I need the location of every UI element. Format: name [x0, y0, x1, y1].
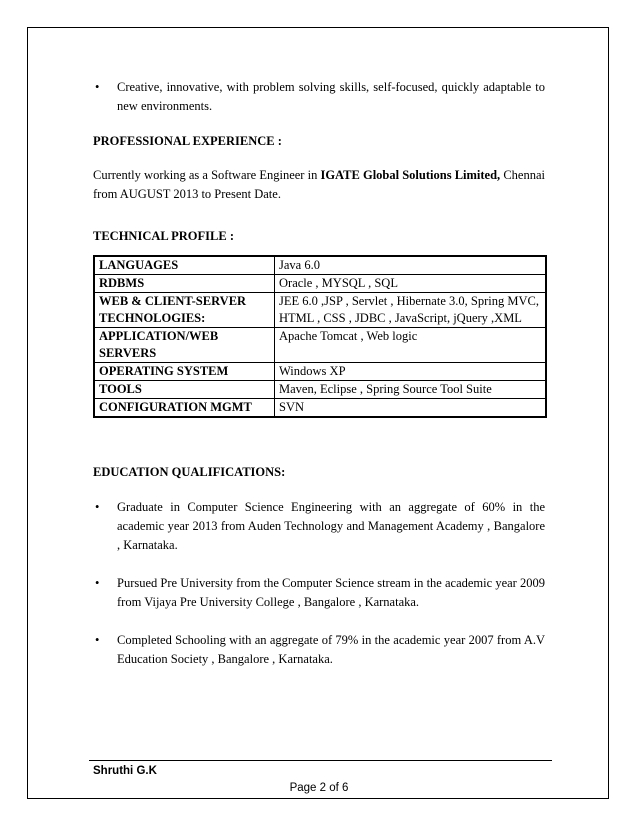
- intro-text: Creative, innovative, with problem solving skills, self-focused, quickly adaptable to new environments.: [117, 80, 545, 113]
- bullet-icon: •: [95, 633, 100, 647]
- education-item: [93, 498, 545, 555]
- education-text: Completed Schooling with an aggregate of 79% in the academic year 2007 from A.V Education Society , Bangalore , Karnataka.: [117, 633, 545, 666]
- bullet-icon: •: [95, 576, 100, 590]
- table-row: [94, 363, 546, 381]
- row-value: Maven, Eclipse , Spring Source Tool Suite: [275, 381, 547, 399]
- resume-content: [93, 78, 545, 669]
- row-key: CONFIGURATION MGMT: [94, 399, 275, 418]
- row-value: Windows XP: [275, 363, 547, 381]
- table-row: [94, 293, 546, 328]
- row-value: JEE 6.0 ,JSP , Servlet , Hibernate 3.0, Spring MVC, HTML , CSS , JDBC , JavaScript, jQuery ,XML: [275, 293, 547, 328]
- education-list: [93, 498, 545, 669]
- education-heading: EDUCATION QUALIFICATIONS:: [93, 465, 286, 479]
- row-key: TOOLS: [94, 381, 275, 399]
- education-item: [93, 631, 545, 669]
- experience-heading: PROFESSIONAL EXPERIENCE :: [93, 134, 282, 148]
- education-text: Pursued Pre University from the Computer Science stream in the academic year 2009 from Vijaya Pre University College , Bangalore , Karnataka.: [117, 576, 545, 609]
- experience-text: [93, 166, 545, 204]
- table-row: [94, 399, 546, 418]
- bullet-icon: •: [95, 80, 100, 94]
- table-row: [94, 275, 546, 293]
- row-key: WEB & CLIENT-SERVER TECHNOLOGIES:: [94, 293, 275, 328]
- row-key: RDBMS: [94, 275, 275, 293]
- technical-table: [93, 255, 547, 418]
- row-value: SVN: [275, 399, 547, 418]
- intro-bullet: [93, 78, 545, 116]
- table-row: [94, 381, 546, 399]
- company-name: IGATE Global Solutions Limited,: [320, 168, 501, 182]
- experience-text-before: Currently working as a Software Engineer in: [93, 168, 321, 182]
- footer-author: Shruthi G.K: [93, 765, 157, 777]
- footer-divider: [89, 760, 552, 761]
- row-value: Apache Tomcat , Web logic: [275, 328, 547, 363]
- row-key: LANGUAGES: [94, 256, 275, 275]
- row-value: Java 6.0: [275, 256, 547, 275]
- table-row: [94, 328, 546, 363]
- bullet-icon: •: [95, 500, 100, 514]
- row-key: APPLICATION/WEB SERVERS: [94, 328, 275, 363]
- education-text: Graduate in Computer Science Engineering with an aggregate of 60% in the academic year 2013 from Auden Technology and Management Academy , Bangalore , Karnataka.: [117, 500, 545, 552]
- education-item: [93, 574, 545, 612]
- row-key: OPERATING SYSTEM: [94, 363, 275, 381]
- experience-text-after: Chennai from AUGUST 2013 to Present Date.: [93, 168, 545, 201]
- technical-heading: TECHNICAL PROFILE :: [93, 229, 234, 243]
- page-number: Page 2 of 6: [289, 782, 349, 794]
- row-value: Oracle , MYSQL , SQL: [275, 275, 547, 293]
- table-row: [94, 256, 546, 275]
